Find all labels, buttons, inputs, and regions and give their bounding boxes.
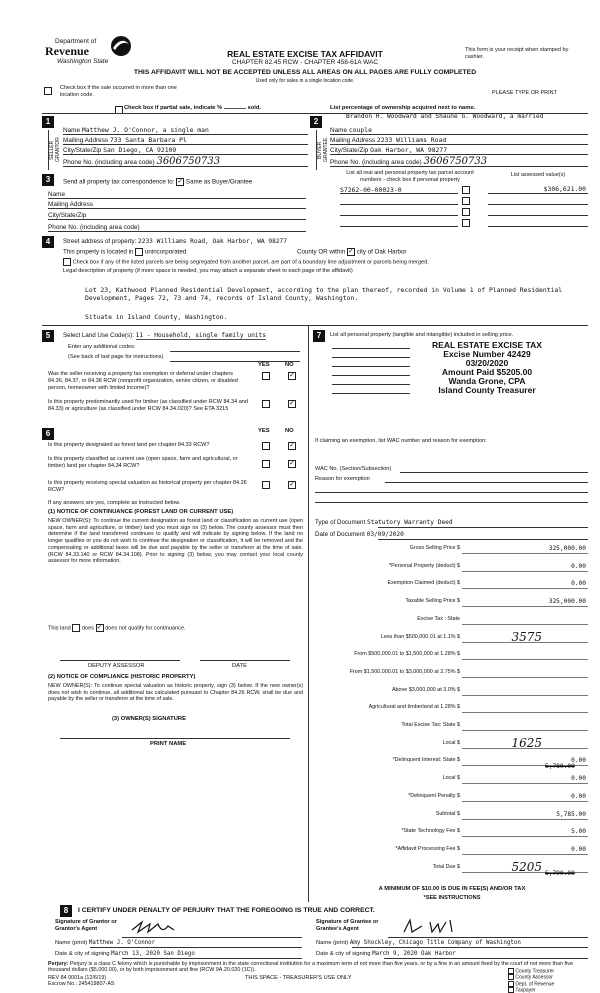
section-8-number: 8 bbox=[60, 905, 72, 917]
grantor-name-label: Name (print) bbox=[55, 940, 88, 946]
buyer-city-row bbox=[330, 146, 588, 154]
parcel-personal-checkbox-1[interactable] bbox=[462, 186, 470, 194]
doc-date-rule bbox=[378, 539, 588, 540]
parcel-number[interactable]: S7262-00-00023-0 bbox=[340, 186, 402, 194]
copy-3-checkbox[interactable] bbox=[508, 981, 514, 987]
send-correspondence bbox=[63, 178, 252, 186]
buyer-name[interactable]: couple bbox=[348, 126, 372, 134]
s6-q2: Is this property classified as current use (open space, farm and agricultural, or timber) land per chapter 84.34 RCW? bbox=[48, 456, 238, 469]
parcel-personal-checkbox-3[interactable] bbox=[462, 208, 470, 216]
buyer-phone[interactable]: 3606750733 bbox=[423, 156, 488, 167]
grantee-date-label: Date & city of signing bbox=[316, 951, 371, 957]
tax-row-label: *Delinquent Penalty $ bbox=[408, 792, 460, 799]
s6-q3-no[interactable] bbox=[288, 481, 296, 489]
seller-phone[interactable]: 3606750733 bbox=[156, 156, 221, 167]
grantee-date-rule bbox=[384, 958, 588, 959]
stamp-line-2: Excise Number 42429 bbox=[443, 349, 531, 359]
perjury-text: Perjury is a class C felony which is punishable by imprisonment in the state correctional institution for a maximum term of not more than five years, or by a fine in an amount fixed by the court of not more than five thousand dollars ($5,000.00), or by both imprisonment and fine (RCW 9A.20.020 (1C)). bbox=[48, 961, 573, 974]
seller-name-row bbox=[63, 126, 308, 134]
parcel-rule-2 bbox=[340, 204, 458, 205]
doc-date[interactable]: 03/09/2020 bbox=[366, 531, 404, 538]
assessed-value[interactable]: $306,621.00 bbox=[543, 185, 586, 193]
form-subtitle: CHAPTER 82.45 RCW - CHAPTER 458-61A WAC bbox=[231, 59, 379, 66]
assessed-rule-3 bbox=[488, 215, 588, 216]
copy-4-label: Taxpayer bbox=[515, 987, 536, 993]
wac-rule bbox=[400, 472, 588, 473]
s6-yes-header: YES bbox=[258, 428, 270, 434]
tax-row-rule bbox=[462, 748, 588, 749]
pp-rule-6 bbox=[332, 393, 410, 394]
s6-q1-yes[interactable] bbox=[262, 442, 270, 450]
tax-row-rule bbox=[462, 836, 588, 837]
grantor-date-label: Date & city of signing bbox=[55, 951, 110, 957]
tax-row-label: From $500,000.01 to $1,500,000 at 1.28% $ bbox=[354, 651, 460, 658]
segregate-checkbox[interactable] bbox=[63, 258, 71, 266]
tax-row-rule bbox=[462, 783, 588, 784]
see-back: (See back of last page for instructions) bbox=[68, 354, 164, 360]
escrow-label: Escrow No.: bbox=[48, 981, 78, 987]
warning-line: THIS AFFIDAVIT WILL NOT BE ACCEPTED UNLESS ALL AREAS ON ALL PAGES ARE FULLY COMPLETED bbox=[133, 69, 477, 76]
notice1-body: NEW OWNER(S): To continue the current designation as forest land or classification as current use (open space, farm and agriculture, or timber) land you must sign on (3) below. The county assessor must then determine if the land transferred continues to qualify and will indicate by signing below. If the land no longer qualifies or you do not wish to continue the designation or classification, it will be removed and the compensating or additional taxes will be due and payable by the seller or transferor at the time of sale. (RCW 84.33.140 or RCW 84.34.108). Prior to signing (3) below, you may contact your local county assessor for more information. bbox=[48, 518, 303, 565]
s6-q2-yes[interactable] bbox=[262, 460, 270, 468]
multi-location-label: Check box if the sale occurred in more than one location code. bbox=[60, 85, 177, 98]
tax-row-rule bbox=[462, 854, 588, 855]
assessed-header: List assessed value(s) bbox=[510, 172, 566, 178]
deputy-assessor: DEPUTY ASSESSOR bbox=[88, 663, 145, 669]
buyer-address-label: Mailing Address bbox=[330, 137, 376, 144]
buyer-address-rule bbox=[330, 144, 588, 145]
unincorporated-label: unincorporated bbox=[144, 248, 187, 256]
s3-address-label: Mailing Address bbox=[48, 201, 94, 208]
s3-city-label: City/State/Zip bbox=[48, 212, 87, 219]
tax-row-label: Taxable Selling Price $ bbox=[405, 598, 460, 605]
grantee-sig-label: Signature of Grantee or Grantee's Agent bbox=[316, 919, 379, 932]
tax-row-rule bbox=[462, 571, 588, 572]
partial-sale-label bbox=[124, 105, 261, 111]
tax-row-value[interactable]: 5,785.00 bbox=[556, 810, 586, 818]
sold-text: sold. bbox=[247, 105, 262, 111]
land-use-label: Select Land Use Code(s): bbox=[63, 332, 134, 339]
seller-name-rule bbox=[63, 134, 308, 135]
s6-q2-no[interactable] bbox=[288, 460, 296, 468]
tax-row-value[interactable]: 0.00 bbox=[571, 580, 586, 588]
buyer-phone-label: Phone No. (including area code) bbox=[330, 159, 422, 166]
pp-rule-4 bbox=[332, 375, 410, 376]
s6-q3-yes[interactable] bbox=[262, 481, 270, 489]
street-row bbox=[63, 238, 287, 245]
tax-row-label: Subtotal $ bbox=[435, 810, 460, 817]
please-type: PLEASE TYPE OR PRINT bbox=[492, 90, 558, 96]
grantee-name-label: Name (print) bbox=[316, 940, 349, 946]
date-rule bbox=[200, 660, 290, 661]
parcel-personal-checkbox-4[interactable] bbox=[462, 219, 470, 227]
parcel-rule-3 bbox=[340, 215, 458, 216]
reason-rule-2 bbox=[315, 492, 588, 493]
tax-row-rule bbox=[462, 695, 588, 696]
print-name: PRINT NAME bbox=[150, 741, 187, 747]
dor-logo bbox=[45, 38, 155, 70]
owner-signature: (3) OWNER(S) SIGNATURE bbox=[112, 716, 186, 722]
seller-city[interactable]: San Diego, CA 92109 bbox=[103, 146, 177, 154]
buyer-side-label: BUYER GRANTEE bbox=[316, 130, 327, 170]
grantee-name-rule bbox=[352, 947, 588, 948]
s6-if-any: If any answers are yes, complete as instructed below. bbox=[48, 500, 181, 506]
located-row bbox=[63, 248, 186, 256]
treasurer-stamp bbox=[412, 341, 562, 395]
continuance-row: This land does ✓ does not qualify for continuance. bbox=[48, 624, 186, 632]
seller-address[interactable]: 733 Santa Barbara Pl bbox=[109, 136, 187, 144]
copy-2-label: County Assessor bbox=[515, 974, 553, 981]
deputy-rule bbox=[60, 660, 180, 661]
s6-no-header: NO bbox=[285, 428, 294, 434]
doc-type-label: Type of Document bbox=[315, 519, 366, 526]
seller-city-label: City/State/Zip bbox=[63, 147, 102, 154]
notice2-body: NEW OWNER(S): To continue special valuation as historic property, sign (3) below. If the new owner(s) does not wish to continue, all additional tax calculated pursuant to Chapter 84.26 RCW, shall be due and payable by the seller or transferor at the time of sale. bbox=[48, 683, 303, 703]
tax-row-rule bbox=[462, 730, 588, 731]
copy-2-checkbox[interactable] bbox=[508, 974, 514, 980]
section-5-number: 5 bbox=[42, 330, 54, 342]
s5-q2: Is this property predominantly used for timber (as classified under RCW 84.34 and 84.33) or agriculture (as classified under RCW 84.34.020)? See ETA 3215 bbox=[48, 399, 248, 412]
escrow-number: 245419807-AS bbox=[78, 981, 115, 987]
s5-q2-no[interactable] bbox=[288, 400, 296, 408]
grantor-date-row bbox=[55, 951, 305, 957]
escrow-row bbox=[48, 981, 115, 987]
continuance-does-checkbox[interactable] bbox=[72, 624, 80, 632]
single-location: Used only for sales in a single location code. bbox=[255, 78, 355, 84]
assessed-rule-1 bbox=[488, 193, 588, 194]
section-4-number: 4 bbox=[42, 236, 54, 248]
ownership-list: List percentage of ownership acquired next to name. bbox=[330, 105, 476, 111]
tax-row-value[interactable]: 3575 bbox=[511, 629, 542, 644]
notice2-title: (2) NOTICE OF COMPLIANCE (HISTORIC PROPERTY) bbox=[48, 674, 196, 680]
dor-dept-line: Department of bbox=[55, 38, 97, 45]
legal-description[interactable]: Lot 23, Kathwood Planned Residential Development, according to the plan thereof, recorded in Volume 1 of Planned Residential Development, Pages 72, 73 and 74, records of Island County, Washington. bbox=[85, 286, 563, 302]
assessed-rule-4 bbox=[488, 226, 588, 227]
buyer-city-rule bbox=[330, 154, 588, 155]
exemption-claim: If claiming an exemption, list WAC number and reason for exemption: bbox=[315, 438, 487, 444]
tax-row-value[interactable]: 0.00 bbox=[571, 562, 586, 570]
doc-type-rule bbox=[378, 527, 588, 528]
street-label: Street address of property: bbox=[63, 238, 137, 245]
legal-label: Legal description of property (if more space is needed, you may attach a separate sheet to each page of the affidavit) bbox=[63, 268, 353, 274]
within-city-checkbox[interactable] bbox=[347, 248, 355, 256]
grantor-name-rule bbox=[90, 947, 302, 948]
s3-phone-rule bbox=[48, 231, 306, 232]
doc-type-row bbox=[315, 519, 588, 526]
send-label: Send all property tax correspondence to: bbox=[63, 178, 175, 186]
tax-row-label: Above $3,000,000 at 3.0% $ bbox=[391, 686, 460, 693]
form-title: REAL ESTATE EXCISE TAX AFFIDAVIT bbox=[227, 49, 383, 59]
s3-address-rule bbox=[48, 208, 306, 209]
grantor-date[interactable]: March 13, 2020 San Diego bbox=[111, 951, 195, 957]
perjury-label: Perjury: bbox=[48, 961, 69, 967]
s5-q1: Was the seller receiving a property tax exemption or deferral under chapters 84.36, 84.37, or 84.38 RCW (nonprofit organization, senior citizen, or disabled person, homeowner with limited income)? bbox=[48, 371, 238, 391]
grantee-date-row bbox=[316, 951, 588, 957]
situate[interactable]: Situate in Island County, Washington. bbox=[85, 313, 228, 321]
s5-q2-yes[interactable] bbox=[262, 400, 270, 408]
wac-label: WAC No. (Section/Subsection) bbox=[315, 466, 392, 472]
grantor-sig-rule bbox=[122, 937, 302, 938]
tax-row-label: *State Technology Fee $ bbox=[401, 828, 460, 835]
notice1-title: (1) NOTICE OF CONTINUANCE (FOREST LAND OR CURRENT USE) bbox=[48, 509, 234, 515]
tax-row-label: Local $ bbox=[442, 739, 460, 746]
doc-date-row bbox=[315, 531, 588, 538]
section-divider bbox=[308, 326, 309, 902]
section-7-number: 7 bbox=[313, 330, 325, 342]
dor-swoosh-icon bbox=[107, 34, 135, 58]
tax-row-value[interactable]: 5205 bbox=[511, 859, 542, 874]
county-row bbox=[297, 248, 407, 256]
tax-row-label: Total Excise Tax: State $ bbox=[401, 722, 460, 728]
seller-address-row bbox=[63, 136, 308, 144]
treasurer-use: THIS SPACE - TREASURER'S USE ONLY bbox=[245, 975, 352, 981]
located-label: This property is located in bbox=[63, 248, 134, 256]
section-2-number: 2 bbox=[310, 116, 322, 128]
tax-row-value[interactable]: 0.00 bbox=[571, 775, 586, 783]
struck-total-value: 5,790.00 bbox=[545, 870, 575, 877]
s3-name-rule bbox=[48, 198, 306, 199]
deputy-date: DATE bbox=[232, 663, 248, 669]
tax-row-value[interactable]: 0.00 bbox=[571, 792, 586, 800]
buyer-name-label: Name bbox=[330, 127, 348, 134]
tax-row-label: Gross Selling Price $ bbox=[409, 545, 460, 551]
unincorporated-checkbox[interactable] bbox=[135, 248, 143, 256]
section-6-number: 6 bbox=[42, 428, 54, 440]
tax-row-rule bbox=[462, 801, 588, 802]
tax-row-rule bbox=[462, 588, 588, 589]
s6-q1: Is this property designated as forest land per chapter 84.33 RCW? bbox=[48, 442, 210, 448]
partial-sale-text: Check box if partial sale, indicate % bbox=[124, 105, 223, 111]
stamp-line-4: Amount Paid $5205.00 bbox=[441, 367, 533, 377]
reason-rule-3 bbox=[315, 502, 588, 503]
stamp-line-1: REAL ESTATE EXCISE TAX bbox=[432, 340, 542, 350]
struck-local-value: 5,780.00 bbox=[545, 763, 575, 770]
tax-row-rule bbox=[462, 553, 588, 554]
buyer-name-rule bbox=[330, 134, 588, 135]
tax-row-label: Total Due $ bbox=[432, 863, 460, 870]
buyer-name-row bbox=[330, 126, 588, 134]
buyer-city-label: City/State/Zip bbox=[330, 147, 369, 154]
tax-row-value[interactable]: 0.00 bbox=[571, 757, 586, 765]
doc-type[interactable]: Statutory Warranty Deed bbox=[366, 519, 453, 526]
seller-side-label: SELLER GRANTOR bbox=[48, 130, 59, 170]
seller-address-rule bbox=[63, 144, 308, 145]
see-back-rule bbox=[170, 361, 300, 362]
tax-row-value[interactable]: 1625 bbox=[511, 735, 542, 750]
seller-name[interactable]: Matthew J. O'Connor, a single man bbox=[81, 126, 209, 134]
grantee-name[interactable]: Amy Shockley, Chicago Title Company of Washington bbox=[349, 940, 521, 946]
partial-sale-blank bbox=[224, 108, 246, 109]
s5-yes-header: YES bbox=[258, 362, 270, 368]
reason-label: Reason for exemption bbox=[315, 476, 370, 482]
grantee-signature[interactable] bbox=[400, 916, 480, 938]
copy-1-label: County Treasurer bbox=[515, 968, 555, 975]
continuance-does-not-checkbox[interactable] bbox=[96, 624, 104, 632]
tax-row-label: Excise Tax : State bbox=[417, 615, 460, 622]
pp-rule-3 bbox=[332, 366, 410, 367]
parcel-rule-1 bbox=[340, 193, 458, 194]
segregate-row bbox=[63, 258, 588, 266]
buyer-city[interactable]: Oak Harbor, WA 98277 bbox=[370, 146, 448, 154]
reason-rule bbox=[385, 482, 588, 483]
pp-rule-2 bbox=[332, 357, 410, 358]
copy-distribution bbox=[508, 968, 554, 993]
personal-property-label: List all personal property (tangible and intangible) included in selling price. bbox=[330, 332, 514, 338]
tax-row-rule bbox=[462, 624, 588, 625]
doc-date-label: Date of Document bbox=[315, 531, 365, 538]
stamp-line-5: Wanda Grone, CPA bbox=[448, 376, 526, 386]
tax-row-label: Less than $500,000.01 at 1.1% $ bbox=[380, 633, 460, 640]
tax-row-label: Local $ bbox=[442, 775, 460, 782]
seller-phone-rule bbox=[63, 166, 308, 167]
grantor-date-rule bbox=[122, 958, 302, 959]
copy-1-checkbox[interactable] bbox=[508, 968, 514, 974]
s3-city-rule bbox=[48, 219, 306, 220]
copy-3-label: Dept. of Revenue bbox=[515, 980, 555, 987]
tax-row-label: Agricultural and timberland at 1.28% $ bbox=[368, 704, 460, 711]
tax-row-label: *Personal Property (deduct) $ bbox=[388, 562, 460, 569]
land-use-row bbox=[63, 332, 266, 339]
tax-row-value[interactable]: 325,000.00 bbox=[548, 545, 586, 552]
stamp-line-6: Island County Treasurer bbox=[438, 385, 536, 395]
dor-brand: Revenue bbox=[45, 44, 89, 58]
additional-codes: Enter any additional codes: bbox=[68, 344, 136, 350]
s5-q1-no[interactable] bbox=[288, 372, 296, 380]
city-of: city of Oak Harbor bbox=[356, 248, 407, 256]
buyer-name-top[interactable]: Brandon H. Woodward and Shaune G. Woodward, a married bbox=[346, 113, 544, 120]
tax-row-value[interactable]: 325,000.00 bbox=[548, 598, 586, 606]
multi-location-checkbox[interactable] bbox=[44, 87, 52, 95]
tax-row-label: *Delinquent Interest: State $ bbox=[392, 757, 460, 764]
copy-2 bbox=[508, 974, 554, 980]
segregate-label: Check box if any of the listed parcels are being segregated from another parcel, are part of a boundary line adjustment or parcels being merged. bbox=[72, 259, 429, 266]
buyer-phone-rule bbox=[330, 166, 588, 167]
section-3-number: 3 bbox=[42, 174, 54, 186]
s6-q1-no[interactable] bbox=[288, 442, 296, 450]
parcel-rule-4 bbox=[340, 226, 458, 227]
grantor-name[interactable]: Matthew J. O'Connor bbox=[88, 940, 156, 946]
owner-sig-rule bbox=[60, 738, 290, 739]
pp-rule-1 bbox=[332, 348, 410, 349]
tax-row-rule bbox=[462, 659, 588, 660]
certify: I CERTIFY UNDER PENALTY OF PERJURY THAT THE FOREGOING IS TRUE AND CORRECT. bbox=[78, 907, 375, 914]
street-address[interactable]: 2233 Williams Road, Oak Harbor, WA 98277 bbox=[138, 238, 288, 245]
receipt-note: This form is your receipt when stamped by cashier. bbox=[465, 47, 569, 60]
grantee-name-row bbox=[316, 940, 588, 946]
tax-row-value[interactable]: 0.00 bbox=[571, 845, 586, 853]
grantor-name-row bbox=[55, 940, 305, 946]
tax-row-rule bbox=[462, 819, 588, 820]
tax-row-value[interactable]: 5.00 bbox=[571, 828, 586, 836]
s6-q3: Is this property receiving special valuation as historical property per chapter 84.26 RCW? bbox=[48, 480, 247, 493]
tax-row-label: Exemption Claimed (deduct) $ bbox=[387, 580, 460, 587]
s3-name-label: Name bbox=[48, 191, 66, 198]
seller-phone-label: Phone No. (including area code) bbox=[63, 159, 155, 166]
stamp-line-3: 03/20/2020 bbox=[465, 358, 509, 368]
assessed-rule-2 bbox=[488, 204, 588, 205]
s5-q1-yes[interactable] bbox=[262, 372, 270, 380]
dor-state: Washington State bbox=[57, 58, 109, 65]
buyer-address[interactable]: 2233 Williams Road bbox=[376, 136, 447, 144]
grantee-date[interactable]: March 9, 2020 Oak Harbor bbox=[372, 951, 456, 957]
seller-city-rule bbox=[63, 154, 308, 155]
buyer-address-row bbox=[330, 136, 588, 144]
see-instructions: *SEE INSTRUCTIONS bbox=[423, 895, 481, 901]
tax-row-rule bbox=[462, 642, 588, 643]
grantee-sig-rule bbox=[388, 937, 588, 938]
rev-number: REV 84 0001a (12/6/19) bbox=[48, 975, 107, 981]
county-label: County OR within bbox=[297, 248, 346, 256]
pp-rule-5 bbox=[332, 384, 410, 385]
parcel-header: List all real and personal property tax parcel account numbers - check box if personal property bbox=[346, 170, 474, 183]
tax-row-rule bbox=[462, 606, 588, 607]
same-as-buyer-checkbox[interactable] bbox=[176, 178, 184, 186]
additional-codes-rule bbox=[170, 351, 300, 352]
section-1-number: 1 bbox=[42, 116, 54, 128]
tax-row-label: From $1,500,000.01 to $3,000,000 at 2.75% $ bbox=[349, 668, 460, 675]
section4-bottom-rule bbox=[42, 325, 588, 326]
seller-address-label: Mailing Address bbox=[63, 137, 109, 144]
minimum-due: A MINIMUM OF $10.00 IS DUE IN FEE(S) AND/OR TAX bbox=[378, 886, 526, 892]
tax-row-rule bbox=[462, 677, 588, 678]
grantor-sig-label: Signature of Grantor or Grantor's Agent bbox=[55, 919, 117, 932]
parcel-personal-checkbox-2[interactable] bbox=[462, 197, 470, 205]
seller-city-row bbox=[63, 146, 308, 154]
land-use-code[interactable]: 11 - Household, single family units bbox=[135, 332, 266, 339]
seller-name-label: Name bbox=[63, 127, 81, 134]
tax-row-label: *Affidavit Processing Fee $ bbox=[395, 845, 460, 852]
same-as-buyer-label: Same as Buyer/Grantee bbox=[185, 178, 253, 186]
grantor-signature[interactable] bbox=[128, 916, 208, 938]
s5-no-header: NO bbox=[285, 362, 294, 368]
s3-phone-label: Phone No. (including area code) bbox=[48, 224, 140, 231]
tax-row-rule bbox=[462, 712, 588, 713]
